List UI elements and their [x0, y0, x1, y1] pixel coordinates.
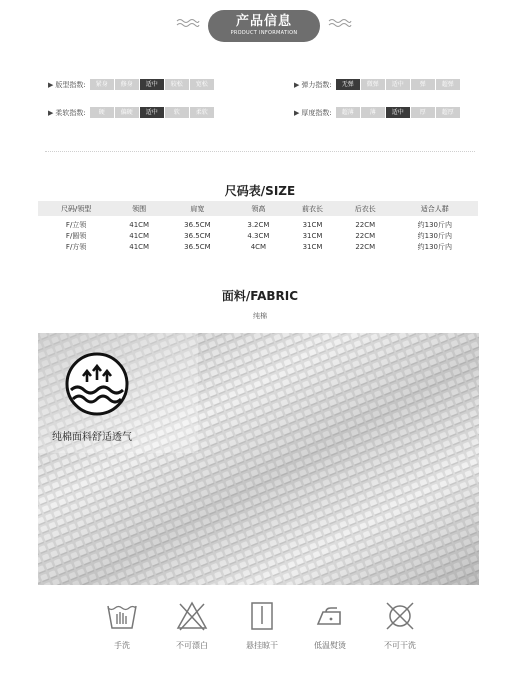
index-option: 超薄	[336, 107, 360, 118]
table-cell: 31CM	[302, 242, 323, 251]
index-option: 弹	[411, 79, 435, 90]
table-cell: 22CM	[355, 242, 376, 251]
size-title: 尺码表/SIZE	[224, 184, 296, 198]
table-cell: 3.2CM	[247, 220, 270, 229]
table-header: 尺码/领型	[38, 201, 114, 216]
index-option: 柔软	[190, 107, 214, 118]
wave-decoration-icon	[176, 17, 200, 31]
fabric-caption: 纯棉面料舒适透气	[52, 432, 132, 443]
index-label: 弹力指数:	[301, 80, 332, 89]
index-option-selected: 适中	[386, 107, 410, 118]
table-cell: 36.5CM	[184, 242, 211, 251]
index-option: 微弹	[361, 79, 385, 90]
low-iron-icon	[314, 600, 346, 632]
softness-index	[48, 107, 215, 118]
index-option-selected: 无弹	[336, 79, 360, 90]
fit-index	[48, 79, 215, 90]
index-label: 版型指数:	[55, 80, 86, 89]
arrow-right-icon: ▶	[48, 108, 54, 117]
arrow-right-icon: ▶	[294, 80, 300, 89]
table-cell: 36.5CM	[184, 231, 211, 240]
table-header: 领围	[114, 201, 164, 216]
index-label: 柔软指数:	[55, 108, 86, 117]
table-row	[38, 216, 478, 230]
table-cell: 41CM	[129, 220, 150, 229]
no-bleach-icon	[176, 600, 208, 632]
table-header-row	[38, 201, 478, 216]
table-cell: 36.5CM	[184, 220, 211, 229]
table-cell: 41CM	[129, 242, 150, 251]
care-label-no-dry-clean: 不可干洗	[384, 641, 416, 650]
table-cell: F/圆领	[65, 231, 87, 240]
index-option-selected: 适中	[140, 79, 164, 90]
table-cell: F/方领	[65, 242, 87, 251]
header-subtitle: PRODUCT INFORMATION	[230, 30, 298, 36]
index-option-selected: 适中	[140, 107, 164, 118]
index-option: 适中	[386, 79, 410, 90]
elasticity-index	[294, 79, 461, 90]
table-header: 领高	[231, 201, 286, 216]
table-cell: 22CM	[355, 231, 376, 240]
index-option: 修身	[115, 79, 139, 90]
care-label-hand-wash: 手洗	[114, 641, 130, 650]
index-label: 厚度指数:	[301, 108, 332, 117]
table-cell: 31CM	[302, 220, 323, 229]
header-title: 产品信息	[235, 14, 292, 29]
index-option: 宽松	[190, 79, 214, 90]
divider	[45, 151, 475, 152]
table-cell: 31CM	[302, 231, 323, 240]
table-cell: F/立领	[65, 220, 87, 229]
index-option: 薄	[361, 107, 385, 118]
arrow-right-icon: ▶	[48, 80, 54, 89]
fabric-title: 面料/FABRIC	[221, 289, 299, 303]
index-option: 软	[165, 107, 189, 118]
table-cell: 约130斤内	[417, 220, 452, 229]
product-info-banner	[208, 10, 320, 42]
index-option: 硬	[90, 107, 114, 118]
wave-decoration-icon	[328, 17, 352, 31]
index-option: 厚	[411, 107, 435, 118]
table-header: 后衣长	[339, 201, 392, 216]
table-row	[38, 241, 478, 252]
fabric-material: 纯棉	[253, 312, 267, 320]
no-dry-clean-icon	[384, 600, 416, 632]
table-cell: 22CM	[355, 220, 376, 229]
table-cell: 4.3CM	[247, 231, 270, 240]
index-option: 超弹	[436, 79, 460, 90]
index-option: 较松	[165, 79, 189, 90]
care-label-hang-dry: 悬挂晾干	[246, 641, 278, 650]
thickness-index	[294, 107, 461, 118]
table-row	[38, 230, 478, 241]
arrow-right-icon: ▶	[294, 108, 300, 117]
care-label-low-iron: 低温熨烫	[314, 641, 346, 650]
table-cell: 41CM	[129, 231, 150, 240]
table-header: 前衣长	[286, 201, 339, 216]
table-cell: 约130斤内	[417, 242, 452, 251]
size-table	[38, 201, 478, 252]
table-cell: 约130斤内	[417, 231, 452, 240]
table-cell: 4CM	[250, 242, 267, 251]
care-label-no-bleach: 不可漂白	[176, 641, 208, 650]
hand-wash-icon	[106, 600, 138, 632]
table-header: 肩宽	[164, 201, 231, 216]
hang-dry-icon	[246, 600, 278, 632]
index-option: 超厚	[436, 107, 460, 118]
breathable-icon	[65, 352, 129, 416]
index-option: 偏硬	[115, 107, 139, 118]
table-header: 适合人群	[392, 201, 478, 216]
index-option: 紧身	[90, 79, 114, 90]
